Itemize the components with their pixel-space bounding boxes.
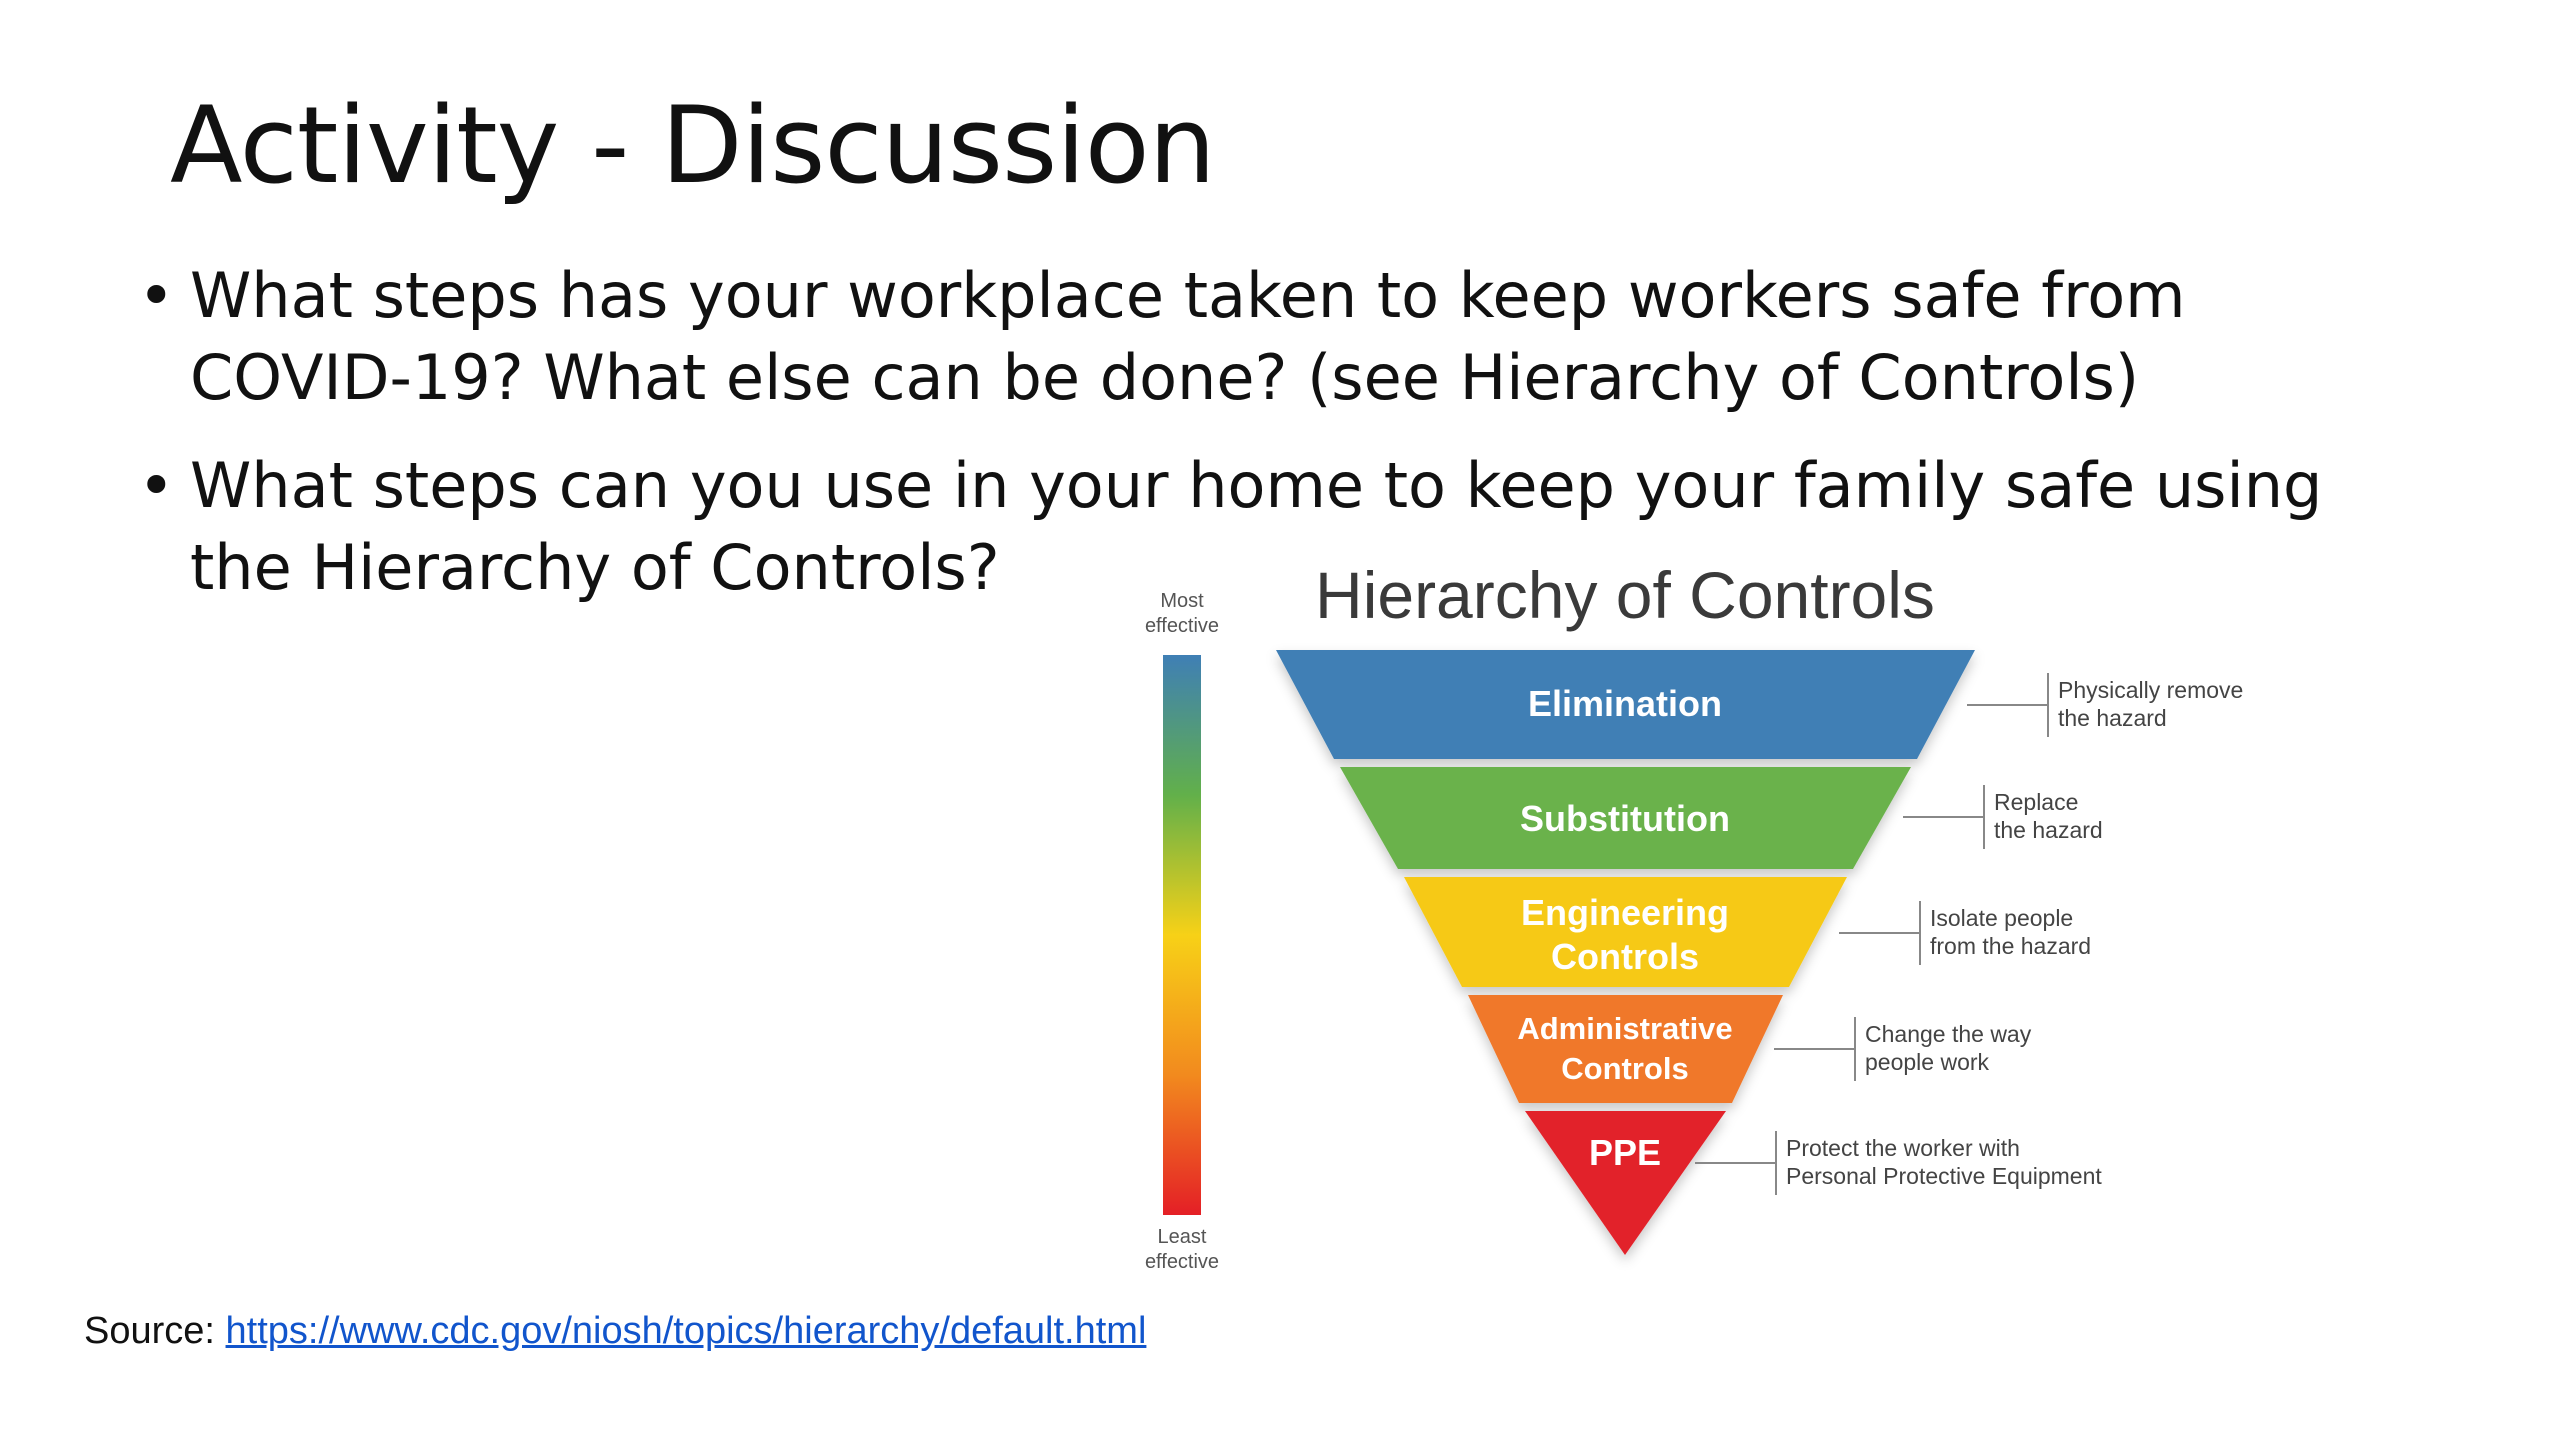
source-link[interactable]: https://www.cdc.gov/niosh/topics/hierarchy/default.html [225, 1310, 1147, 1352]
scale-top-label: effective [1144, 615, 1220, 637]
level-description-administrative: Change the way [1865, 1021, 2032, 1047]
level-description-engineering: from the hazard [1930, 933, 2092, 959]
connector-administrative [1774, 1017, 1855, 1081]
source-citation [84, 1310, 1146, 1353]
connector-elimination [1967, 673, 2048, 737]
level-label-administrative: Administrative [1517, 1011, 1733, 1046]
level-label-engineering: Engineering [1520, 892, 1730, 933]
diagram-title: Hierarchy of Controls [1315, 558, 1935, 632]
level-description-engineering: Isolate people [1930, 905, 2074, 931]
bullet-dot-icon: • [138, 449, 175, 522]
connector-ppe [1695, 1131, 1776, 1195]
scale-bottom-label: Least [1157, 1226, 1207, 1248]
bullet-item [138, 255, 2438, 419]
level-description-administrative: people work [1865, 1049, 1990, 1075]
level-description-ppe: Protect the worker with [1786, 1135, 2020, 1161]
bullet-line: What steps can you use in your home to keep your family safe using [190, 449, 2323, 522]
bullet-dot-icon: • [138, 259, 175, 332]
bullet-line: the Hierarchy of Controls? [190, 531, 1000, 604]
level-description-elimination: Physically remove [2058, 677, 2244, 703]
bullet-line: COVID-19? What else can be done? (see Hierarchy of Controls) [190, 341, 2140, 414]
level-label-substitution: Substitution [1520, 798, 1730, 839]
scale-bottom-label: effective [1144, 1251, 1220, 1273]
level-description-substitution: Replace [1994, 789, 2079, 815]
slide-title: Activity - Discussion [170, 84, 1215, 207]
bullet-line: What steps has your workplace taken to keep workers safe from [190, 259, 2186, 332]
source-prefix: Source: [84, 1310, 226, 1352]
level-description-substitution: the hazard [1994, 817, 2103, 843]
level-description-elimination: the hazard [2058, 705, 2167, 731]
level-label-elimination: Elimination [1527, 683, 1723, 724]
level-label-engineering: Controls [1551, 936, 1699, 977]
connector-substitution [1903, 785, 1984, 849]
hierarchy-of-controls-diagram [1120, 545, 2280, 1280]
level-label-administrative: Controls [1561, 1051, 1689, 1086]
connector-engineering [1839, 901, 1920, 965]
effectiveness-scale-bar [1163, 655, 1201, 1215]
level-label-ppe: PPE [1588, 1132, 1662, 1173]
scale-top-label: Most [1160, 590, 1204, 612]
level-description-ppe: Personal Protective Equipment [1786, 1163, 2102, 1189]
